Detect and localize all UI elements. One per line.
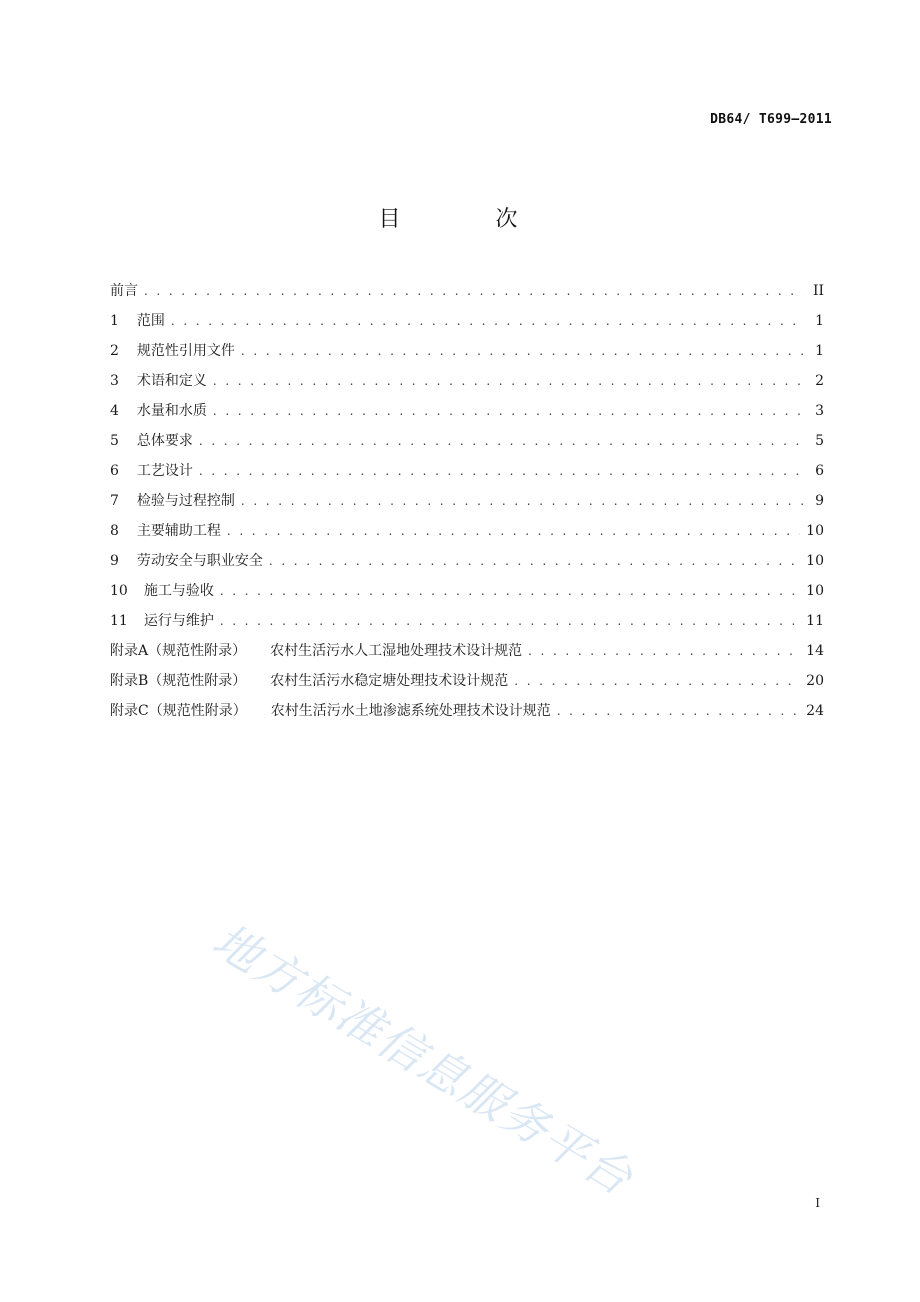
toc-entry-number: 7 <box>110 493 119 509</box>
toc-dot-leader <box>241 336 804 366</box>
toc-entry-label: 范围 <box>136 313 165 329</box>
toc-entry-page: 10 <box>806 523 824 539</box>
toc-entry[interactable] <box>110 516 824 546</box>
table-of-contents <box>110 276 824 726</box>
toc-entry-number: 4 <box>110 403 119 419</box>
toc-entry-page: 6 <box>815 463 824 479</box>
toc-entry[interactable] <box>110 336 824 366</box>
toc-entry-number: 附录C（规范性附录） <box>110 703 247 719</box>
toc-entry-page: 11 <box>806 613 824 629</box>
toc-entry-number: 9 <box>110 553 119 569</box>
toc-dot-leader <box>199 426 804 456</box>
toc-entry-number: 10 <box>110 583 128 599</box>
toc-entry[interactable] <box>110 486 824 516</box>
toc-entry[interactable] <box>110 696 824 726</box>
toc-entry-label: 农村生活污水土地渗滤系统处理技术设计规范 <box>270 703 551 719</box>
toc-entry-number: 3 <box>110 373 119 389</box>
toc-entry-page: II <box>812 283 824 299</box>
toc-entry-label: 施工与验收 <box>143 583 214 599</box>
toc-entry[interactable] <box>110 366 824 396</box>
toc-entry-label: 运行与维护 <box>143 613 214 629</box>
toc-entry-number: 附录B（规范性附录） <box>110 673 247 689</box>
toc-entry-label: 劳动安全与职业安全 <box>136 553 263 569</box>
standard-code: DB64/ T699—2011 <box>710 112 832 127</box>
toc-entry-page: 2 <box>815 373 824 389</box>
toc-dot-leader <box>199 456 804 486</box>
toc-entry-label: 农村生活污水稳定塘处理技术设计规范 <box>270 673 509 689</box>
toc-entry[interactable] <box>110 426 824 456</box>
toc-entry-number: 6 <box>110 463 119 479</box>
toc-entry-number: 11 <box>110 613 128 629</box>
toc-entry-page: 9 <box>815 493 824 509</box>
toc-dot-leader <box>220 606 800 636</box>
toc-entry-page: 24 <box>806 703 824 719</box>
toc-entry-page: 1 <box>815 313 824 329</box>
toc-entry-label: 主要辅助工程 <box>136 523 221 539</box>
toc-entry-label: 前言 <box>110 283 138 299</box>
toc-entry-number: 8 <box>110 523 119 539</box>
toc-entry-label: 总体要求 <box>136 433 193 449</box>
toc-entry-number: 附录A（规范性附录） <box>110 643 247 659</box>
toc-entry[interactable] <box>110 396 824 426</box>
toc-entry-label: 工艺设计 <box>136 463 193 479</box>
toc-entry[interactable] <box>110 606 824 636</box>
toc-dot-leader <box>227 516 800 546</box>
toc-entry[interactable] <box>110 636 824 666</box>
toc-entry-page: 20 <box>806 673 824 689</box>
toc-entry-number: 2 <box>110 343 119 359</box>
toc-entry-label: 术语和定义 <box>136 373 207 389</box>
toc-entry-page: 3 <box>815 403 824 419</box>
toc-entry[interactable] <box>110 306 824 336</box>
toc-dot-leader <box>241 486 804 516</box>
toc-dot-leader <box>514 666 800 696</box>
toc-entry-page: 5 <box>815 433 824 449</box>
toc-dot-leader <box>213 366 804 396</box>
toc-dot-leader <box>220 576 800 606</box>
toc-entry-page: 10 <box>806 553 824 569</box>
toc-entry-page: 10 <box>806 583 824 599</box>
toc-entry-number: 5 <box>110 433 119 449</box>
toc-entry-number: 1 <box>110 313 119 329</box>
toc-entry-label: 规范性引用文件 <box>136 343 235 359</box>
toc-dot-leader <box>557 696 800 726</box>
toc-entry[interactable] <box>110 546 824 576</box>
page-number: I <box>815 1196 820 1210</box>
toc-dot-leader <box>269 546 800 576</box>
toc-entry-page: 1 <box>815 343 824 359</box>
toc-entry[interactable] <box>110 576 824 606</box>
toc-dot-leader <box>171 306 804 336</box>
toc-entry[interactable] <box>110 666 824 696</box>
toc-entry-label: 农村生活污水人工湿地处理技术设计规范 <box>270 643 523 659</box>
watermark: 地方标准信息服务平台 <box>203 912 643 1207</box>
toc-entry[interactable] <box>110 456 824 486</box>
toc-entry-label: 检验与过程控制 <box>136 493 235 509</box>
toc-entry[interactable] <box>110 276 824 306</box>
toc-dot-leader <box>528 636 800 666</box>
toc-dot-leader <box>144 276 804 306</box>
toc-dot-leader <box>213 396 804 426</box>
page-title: 目 次 <box>378 207 562 232</box>
toc-entry-label: 水量和水质 <box>136 403 207 419</box>
toc-entry-page: 14 <box>806 643 824 659</box>
